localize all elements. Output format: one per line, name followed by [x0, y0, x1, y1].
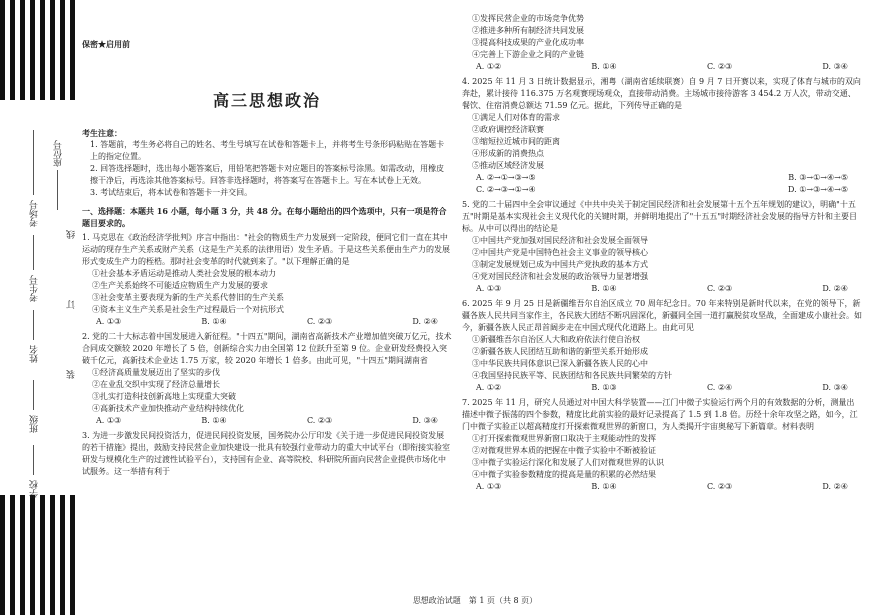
section-heading: 一、选择题：本题共 16 小题，每小题 3 分，共 48 分。在每小题给出的四个选项中，只有一项是符合题目要求的。 — [82, 206, 447, 228]
option: ③缩短拉近城市间的距离 — [472, 137, 560, 146]
decorative-stripes-top — [0, 0, 78, 100]
exam-page — [82, 10, 868, 610]
option: ④完善上下游企业之间的产业链 — [472, 50, 584, 59]
question-4 — [462, 76, 862, 196]
option: ②在业乱交织中实现了经济总量增长 — [92, 380, 220, 389]
option: ③提高科技成果的产业化成功率 — [472, 38, 584, 47]
choice-c: C. ②③ — [306, 416, 333, 425]
option: ①满足人们对体育的需求 — [472, 113, 560, 122]
choice-d: D. ②④ — [412, 317, 438, 326]
question-stem: 7. 2025 年 11 月，研究人员通过对中国大科学装置——江门中微子实验运行两个月的有效数据的分析，测量出描述中微子振荡的四个参数，精度比此前实验的最好记录提高了 1.5 到 1.8 倍。历经十余年攻坚之路，如今，江门中微子实验正以超高精度打开探索微观世界的新窗口，为人类揭开宇宙奥秘写下新篇章。材料表明 — [462, 398, 858, 431]
option: ④我国坚持民族平等、民族团结和各民族共同繁荣的方针 — [472, 371, 672, 380]
page-footer: 思想政治试题 第 1 页（共 8 页） — [412, 596, 538, 605]
question-7 — [462, 397, 862, 493]
option: ③社会变革主要表现为新的生产关系代替旧的生产关系 — [92, 293, 284, 302]
choice-b: B. ①④ — [591, 482, 617, 491]
option: ①发挥民营企业的市场竞争优势 — [472, 14, 584, 23]
confidential-label: 保密★启用前 — [82, 39, 130, 49]
option: ②中国共产党是中国特色社会主义事业的领导核心 — [472, 248, 648, 257]
decorative-stripes-bottom — [0, 495, 78, 615]
notice-item: 3. 考试结束后，将本试卷和答题卡一并交回。 — [90, 188, 253, 197]
option: ②新疆各族人民团结互助和谐的新型关系开始形成 — [472, 347, 648, 356]
question-1 — [82, 232, 452, 328]
question-3 — [82, 430, 452, 478]
candidate-number-label: 考生号 — [30, 275, 40, 302]
option: ②对微观世界本质的把握在中微子实验中不断被验证 — [472, 446, 656, 455]
question-3-continued — [462, 13, 862, 73]
option: ③中华民族共同体意识已深入新疆各族人民的心中 — [472, 359, 648, 368]
exam-title: 高三思想政治 — [212, 91, 321, 110]
answer-choices — [462, 382, 862, 394]
choice-a: A. ①③ — [96, 317, 122, 326]
question-stem: 2. 党的二十大标志着中国发展进入新征程。"十四五"期间，湖南省高新技术产业增加值突破万亿元，技术合同成交额较 2020 年增长了 5 倍，创新综合实力由全国第 12 位跃升至第 9 位。企业研发经费投入突破千亿元，高新技术企业达 1.75 万家，较 2020 年增长 1 倍多。由此可见，"十四五"期间湖南省 — [82, 332, 452, 365]
option: ①中国共产党加强对国民经济和社会发展全面领导 — [472, 236, 648, 245]
seal-mark: 装 — [67, 370, 77, 379]
choice-a: A. ①② — [476, 383, 502, 392]
option: ②政府调控经济联赛 — [472, 125, 544, 134]
notice-item: 2. 回答选择题时，选出每小题答案后，用铅笔把答题卡对应题目的答案标号涂黑。如需改动，用橡皮擦干净后，再选涂其他答案标号。回答非选择题时，将答案写在答题卡上。写在本试卷上无效。 — [90, 164, 445, 185]
name-line — [33, 310, 34, 340]
question-stem: 5. 党的二十届四中全会审议通过《中共中央关于制定国民经济和社会发展第十五个五年规划的建议》，明确"十五五"时期是基本实现社会主义现代化的关键时期，并鲜明地提出了"十五五"时期经济社会发展的指导方针和主要目标。从中可以得出的结论是 — [462, 200, 858, 233]
option: ②推进多种所有制经济共同发展 — [472, 26, 584, 35]
class-label: 班级 — [30, 415, 40, 433]
option: ③制定发展规划已成为中国共产党执政的基本方式 — [472, 260, 648, 269]
choice-c: C. ②③ — [706, 62, 733, 71]
choice-a: A. ②→①→③→⑤ — [476, 173, 536, 182]
option: ③扎实打造科技创新高地上实现重大突破 — [92, 392, 236, 401]
option: ④资本主义生产关系是社会生产过程最后一个对抗形式 — [92, 305, 284, 314]
question-stem: 1. 马克思在《政治经济学批判》序言中指出："社会的物质生产力发展到一定阶段，便同它们一直在其中运动的现存生产关系或财产关系（这是生产关系的法律用语）发生矛盾。于是这些关系便由生产力的发展形式变成生产力的桎梏。那时社会变革的时代就到来了。"以下理解正确的是 — [82, 233, 450, 266]
option: ②生产关系始终不可能适应物质生产力发展的要求 — [92, 281, 268, 290]
room-line — [33, 130, 34, 195]
answer-choices — [462, 61, 862, 73]
question-stem: 6. 2025 年 9 月 25 日是新疆维吾尔自治区成立 70 周年纪念日。70 年来特别是新时代以来，在党的领导下，新疆各族人民共同当家作主，各民族大团结不断巩固深化，新疆同全国一道打赢脱贫攻坚战，全面建成小康社会。如今，新疆各族人民正昂首阔步走在中国式现代化道路上。由此可见 — [462, 299, 862, 332]
choice-c: C. ②③ — [706, 482, 733, 491]
choice-c: C. ②③ — [306, 317, 333, 326]
choice-d: D. ①→③→④→⑤ — [787, 185, 848, 194]
answer-choices — [462, 184, 862, 196]
answer-choices — [82, 415, 452, 427]
name-label: 姓名 — [30, 345, 40, 363]
option: ④形成新的消费热点 — [472, 149, 544, 158]
choice-c: C. ②③ — [706, 284, 733, 293]
choice-b: B. ①④ — [201, 416, 227, 425]
option: ④高新技术产业加快推动产业结构持续优化 — [92, 404, 244, 413]
candidate-line — [33, 235, 34, 270]
answer-choices — [462, 283, 862, 295]
option: ①新疆维吾尔自治区人大和政府依法行使自治权 — [472, 335, 640, 344]
seat-line — [57, 170, 58, 210]
option: ①社会基本矛盾运动是推动人类社会发展的根本动力 — [92, 269, 276, 278]
answer-choices — [462, 481, 862, 493]
school-line — [33, 445, 34, 475]
choice-d: D. ③④ — [822, 62, 848, 71]
choice-c: C. ②④ — [706, 383, 733, 392]
notice-heading: 考生注意： — [82, 128, 122, 138]
question-2 — [82, 331, 452, 427]
bind-mark: 订 — [67, 300, 77, 309]
seat-number-label: 座位号 — [54, 140, 64, 167]
option: ⑤推动区域经济发展 — [472, 161, 544, 170]
choice-a: A. ①③ — [96, 416, 122, 425]
choice-b: B. ①④ — [591, 284, 617, 293]
option: ④中微子实验参数精度的提高是量的积累的必然结果 — [472, 470, 656, 479]
question-stem: 3. 为进一步激发民间投资活力，促进民间投资发展，国务院办公厅印发《关于进一步促进民间投资发展的若干措施》提出，鼓励支持民营企业加快建设一批具有较强行业带动力的重大中试平台（即衔接实验室研发与规模化生产的过渡性试验平台），支持国有企业、高等院校、科研院所面向民营企业提供市场化中试服务。这一举措有利于 — [82, 431, 450, 476]
choice-d: D. ②④ — [822, 482, 848, 491]
option: ③中微子实验运行深化和发展了人们对微观世界的认识 — [472, 458, 664, 467]
right-column — [462, 10, 862, 493]
choice-d: D. ③④ — [822, 383, 848, 392]
choice-b: B. ③→①→④→⑤ — [788, 173, 848, 182]
choice-a: A. ①③ — [476, 482, 502, 491]
choice-b: B. ①④ — [201, 317, 227, 326]
choice-a: A. ①② — [476, 62, 502, 71]
binding-margin — [0, 0, 78, 615]
option: ①经济高质量发展迈出了坚实的步伐 — [92, 368, 220, 377]
answer-choices — [462, 172, 862, 184]
question-stem: 4. 2025 年 11 月 3 日统计数据显示，湘粤（湖南省延续联赛）自 9 月 7 日开赛以来，实现了体育与城市的双向奔赴，累计接待 116.375 万名观赛现场观众，直接带动消费。主场城市接待游客 3 454.2 万人次，带动交通、餐饮、住宿消费总额达 71.59 亿元。据此，下列传导正确的是 — [462, 77, 861, 110]
exam-room-label: 考场号 — [30, 200, 40, 227]
question-6 — [462, 298, 862, 394]
choice-b: B. ①④ — [591, 62, 617, 71]
class-line — [33, 380, 34, 410]
choice-d: D. ③④ — [412, 416, 438, 425]
choice-a: A. ①③ — [476, 284, 502, 293]
choice-b: B. ①③ — [591, 383, 617, 392]
choice-d: D. ②④ — [822, 284, 848, 293]
school-label: 学校 — [30, 480, 40, 498]
option: ①打开探索微观世界新窗口取决于主观能动性的发挥 — [472, 434, 656, 443]
answer-choices — [82, 316, 452, 328]
left-column — [82, 10, 452, 478]
question-5 — [462, 199, 862, 295]
notice-item: 1. 答题前，考生务必将自己的姓名、考生号填写在试卷和答题卡上，并将考生号条形码粘贴在答题卡上的指定位置。 — [90, 140, 445, 161]
line-mark: 线 — [67, 230, 77, 239]
choice-c: C. ②→③→①→④ — [476, 185, 536, 194]
option: ④党对国民经济和社会发展的政治领导力显著增强 — [472, 272, 648, 281]
